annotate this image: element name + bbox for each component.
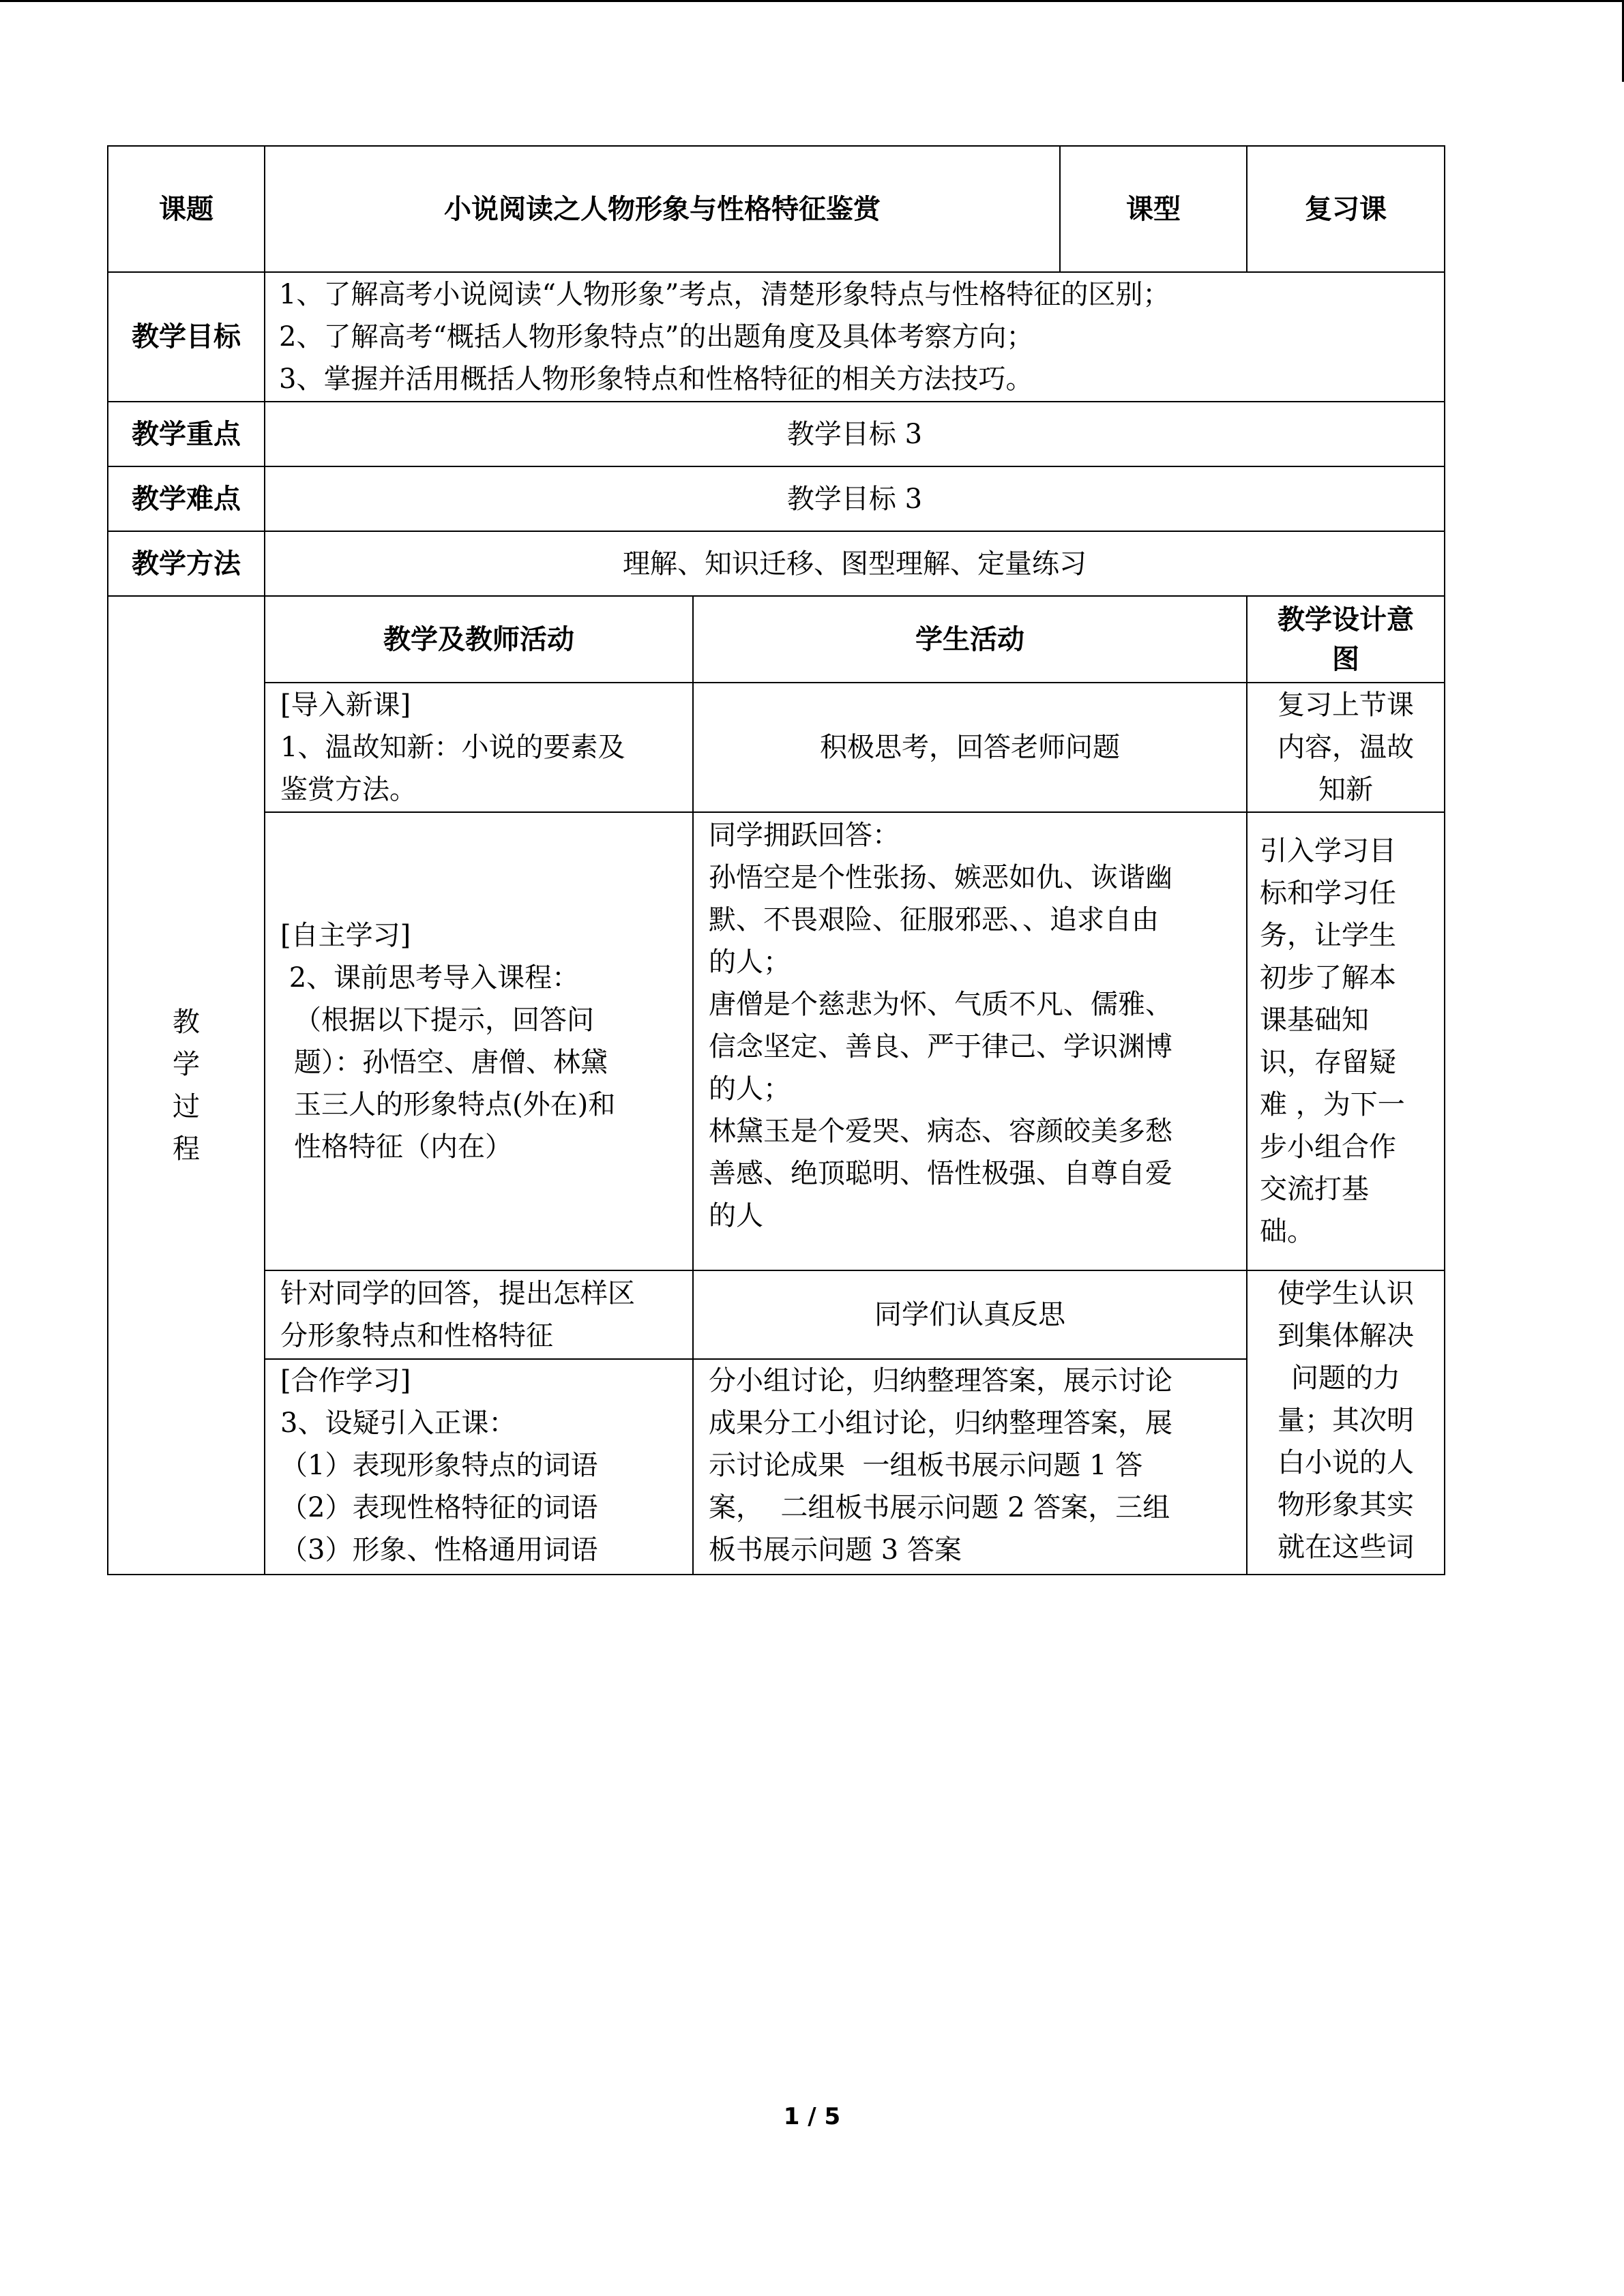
teacher-activity-intro: [导入新课] 1、温故知新：小说的要素及 鉴赏方法。 (265, 683, 693, 812)
difficulty-label: 教学难点 (108, 466, 265, 531)
student-activity-header: 学生活动 (693, 596, 1247, 683)
goals-row (108, 272, 1445, 402)
method-row (108, 531, 1445, 596)
method-label: 教学方法 (108, 531, 265, 596)
type-value: 复习课 (1247, 146, 1445, 272)
topic-row (108, 146, 1445, 272)
goals-label: 教学目标 (108, 272, 265, 402)
student-activity-self-study: 同学拥跃回答： 孙悟空是个性张扬、嫉恶如仇、诙谐幽 默、不畏艰险、征服邪恶、、追求自由 的人； 唐僧是个慈悲为怀、气质不凡、儒雅、 信念坚定、善良、严于律己、学识渊博 的人； 林黛玉是个爱哭、病态、容颜皎美多愁 善感、绝顶聪明、悟性极强、自尊自爱 的人 (693, 812, 1247, 1270)
key-point-value: 教学目标 3 (265, 402, 1445, 466)
lesson-plan-table (107, 145, 1445, 1575)
type-label: 课型 (1060, 146, 1247, 272)
process-row-cooperation (108, 1359, 1445, 1575)
student-activity-intro: 积极思考，回答老师问题 (693, 683, 1247, 812)
design-intent-self-study: 引入学习目 标和学习任 务，让学生 初步了解本 课基础知 识，存留疑 难 ，为下一 步小组合作 交流打基 础。 (1247, 812, 1445, 1270)
teacher-activity-reflection: 针对同学的回答，提出怎样区 分形象特点和性格特征 (265, 1270, 693, 1359)
goal-line: 1、了解高考小说阅读“人物形象”考点，清楚形象特点与性格特征的区别； (279, 279, 1170, 310)
goal-line: 2、了解高考“概括人物形象特点”的出题角度及具体考察方向； (279, 321, 1034, 353)
teacher-activity-cooperation: [合作学习] 3、设疑引入正课： （1）表现形象特点的词语 （2）表现性格特征的词语 （3）形象、性格通用词语 (265, 1359, 693, 1575)
key-point-label: 教学重点 (108, 402, 265, 466)
design-intent-cooperation: 使学生认识 到集体解决 问题的力 量；其次明 白小说的人 物形象其实 就在这些词 (1247, 1270, 1445, 1575)
design-intent-header: 教学设计意 图 (1247, 596, 1445, 683)
process-row-reflection (108, 1270, 1445, 1359)
teacher-activity-self-study: [自主学习] 2、课前思考导入课程： （根据以下提示，回答问 题）：孙悟空、唐僧、林黛 玉三人的形象特点(外在)和 性格特征（内在） (265, 812, 693, 1270)
process-row-self-study (108, 812, 1445, 1270)
student-activity-reflection: 同学们认真反思 (693, 1270, 1247, 1359)
topic-label: 课题 (108, 146, 265, 272)
difficulty-row (108, 466, 1445, 531)
goal-line: 3、掌握并活用概括人物形象特点和性格特征的相关方法技巧。 (279, 363, 1033, 395)
process-label-text: 教 学 过 程 (173, 1006, 200, 1165)
teacher-activity-header: 教学及教师活动 (265, 596, 693, 683)
student-activity-cooperation: 分小组讨论，归纳整理答案，展示讨论 成果分工小组讨论，归纳整理答案，展 示讨论成果 一组板书展示问题 1 答 案， 二组板书展示问题 2 答案，三组 板书展示问题 3 答案 (693, 1359, 1247, 1575)
goals-text (265, 272, 1445, 402)
key-point-row (108, 402, 1445, 466)
process-header-row (108, 596, 1445, 683)
topic-value: 小说阅读之人物形象与性格特征鉴赏 (265, 146, 1060, 272)
process-label (108, 596, 265, 1575)
page-top-border (0, 0, 1624, 2)
process-row-intro (108, 683, 1445, 812)
design-intent-intro: 复习上节课 内容，温故 知新 (1247, 683, 1445, 812)
difficulty-value: 教学目标 3 (265, 466, 1445, 531)
page-number: 1 / 5 (783, 2103, 841, 2130)
method-value: 理解、知识迁移、图型理解、定量练习 (265, 531, 1445, 596)
